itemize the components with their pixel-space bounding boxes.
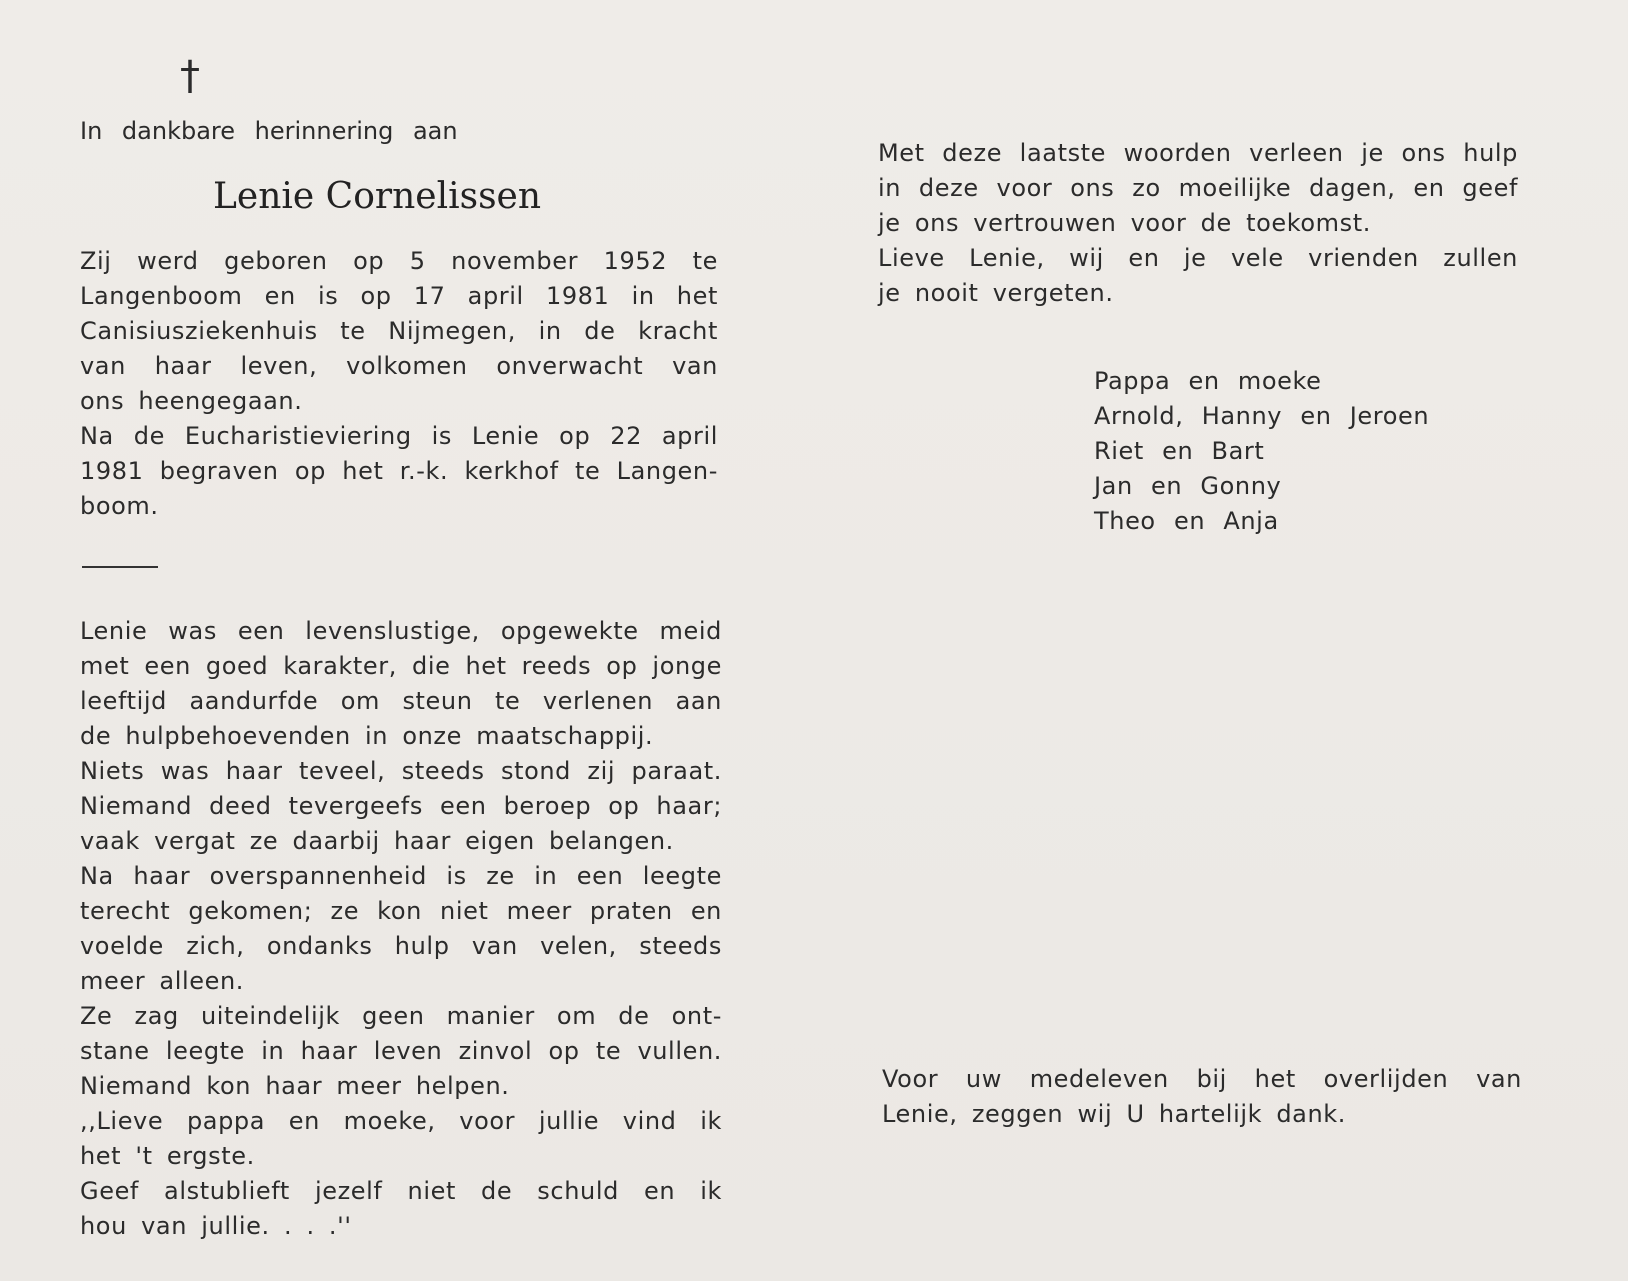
bio-line: Langenboom en is op 17 april 1981 in het bbox=[80, 282, 718, 310]
life-line: terecht gekomen; ze kon niet meer praten en bbox=[80, 897, 722, 925]
bio-line: Na de Eucharistieviering is Lenie op 22 april bbox=[80, 422, 718, 450]
life-line: ,,Lieve pappa en moeke, voor jullie vind ik bbox=[80, 1107, 722, 1135]
family-line: Pappa en moeke bbox=[1094, 367, 1322, 395]
life-line: Niets was haar teveel, steeds stond zij paraat. bbox=[80, 757, 722, 785]
family-line: Jan en Gonny bbox=[1094, 472, 1282, 500]
words-line: je ons vertrouwen voor de toekomst. bbox=[878, 209, 1372, 237]
life-line: Niemand deed tevergeefs een beroep op haar; bbox=[80, 792, 722, 820]
family-line: Theo en Anja bbox=[1094, 507, 1279, 535]
life-line: stane leegte in haar leven zinvol op te vullen. bbox=[80, 1037, 722, 1065]
words-line: Lieve Lenie, wij en je vele vrienden zullen bbox=[878, 244, 1518, 272]
last-words-paragraph bbox=[878, 136, 1518, 311]
life-line: leeftijd aandurfde om steun te verlenen aan bbox=[80, 687, 722, 715]
life-line: vaak vergat ze daarbij haar eigen belangen. bbox=[80, 827, 674, 855]
thanks-line: Lenie, zeggen wij U hartelijk dank. bbox=[882, 1100, 1347, 1128]
bio-line: boom. bbox=[80, 492, 159, 520]
life-line: Ze zag uiteindelijk geen manier om de ont- bbox=[80, 1002, 722, 1030]
family-line: Riet en Bart bbox=[1094, 437, 1265, 465]
life-line: Geef alstublieft jezelf niet de schuld en ik bbox=[80, 1177, 722, 1205]
life-line: meer alleen. bbox=[80, 967, 245, 995]
life-line: met een goed karakter, die het reeds op jonge bbox=[80, 652, 722, 680]
life-line: Lenie was een levenslustige, opgewekte meid bbox=[80, 617, 722, 645]
thanks-line: Voor uw medeleven bij het overlijden van bbox=[882, 1065, 1522, 1093]
biography-paragraph bbox=[80, 244, 718, 524]
deceased-name: Lenie Cornelissen bbox=[213, 176, 542, 217]
life-line: het 't ergste. bbox=[80, 1142, 255, 1170]
bio-line: 1981 begraven op het r.-k. kerkhof te Langen- bbox=[80, 457, 718, 485]
life-line: Na haar overspannenheid is ze in een leegte bbox=[80, 862, 722, 890]
life-line: de hulpbehoevenden in onze maatschappij. bbox=[80, 722, 654, 750]
words-line: in deze voor ons zo moeilijke dagen, en geef bbox=[878, 174, 1518, 202]
cross-icon: † bbox=[180, 53, 200, 99]
bio-line: Zij werd geboren op 5 november 1952 te bbox=[80, 247, 718, 275]
family-line: Arnold, Hanny en Jeroen bbox=[1094, 402, 1430, 430]
family-signatures bbox=[1094, 364, 1429, 539]
thanks-paragraph bbox=[882, 1062, 1522, 1132]
life-paragraph bbox=[80, 614, 722, 1244]
life-line: Niemand kon haar meer helpen. bbox=[80, 1072, 510, 1100]
life-line: hou van jullie. . . .'' bbox=[80, 1212, 352, 1240]
words-line: je nooit vergeten. bbox=[878, 279, 1114, 307]
divider bbox=[82, 566, 158, 568]
bio-line: Canisiusziekenhuis te Nijmegen, in de kracht bbox=[80, 317, 718, 345]
bio-line: ons heengegaan. bbox=[80, 387, 303, 415]
intro-text: In dankbare herinnering aan bbox=[80, 117, 458, 145]
life-line: voelde zich, ondanks hulp van velen, steeds bbox=[80, 932, 722, 960]
words-line: Met deze laatste woorden verleen je ons hulp bbox=[878, 139, 1518, 167]
bio-line: van haar leven, volkomen onverwacht van bbox=[80, 352, 718, 380]
